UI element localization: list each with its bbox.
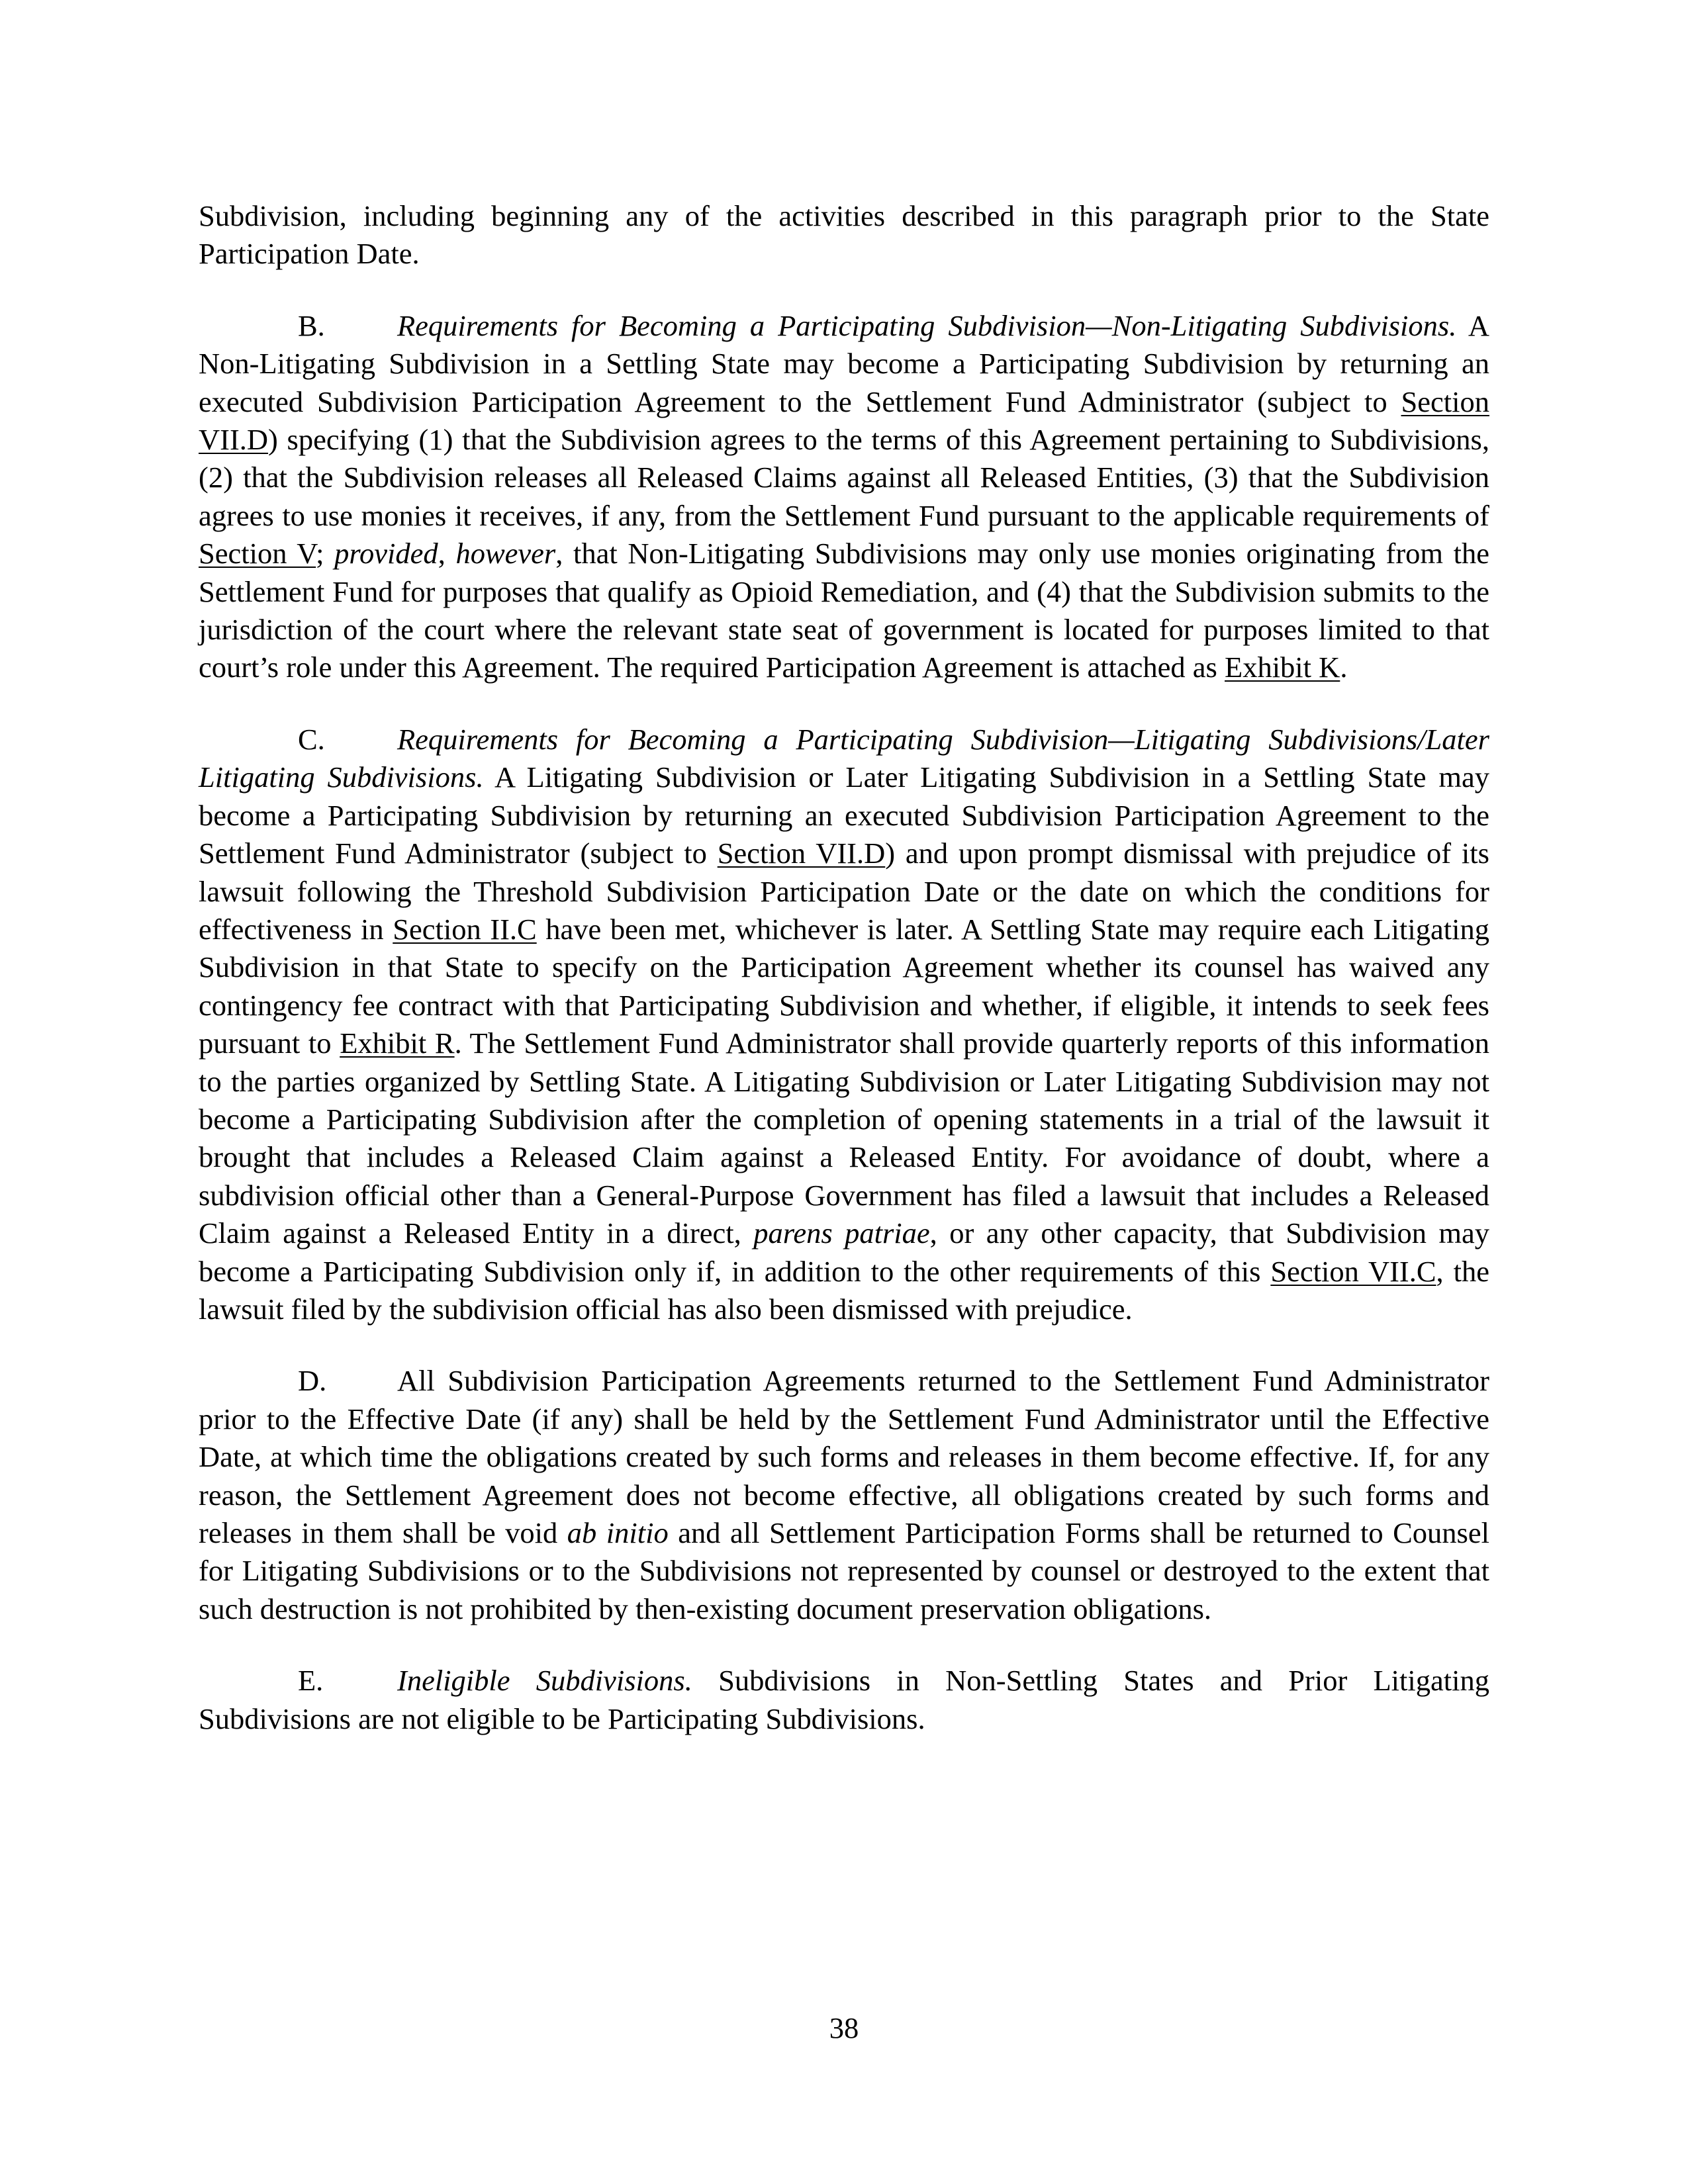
italic-term: parens patriae <box>753 1216 930 1250</box>
section-reference-link[interactable]: Section VII.C <box>1270 1254 1436 1288</box>
paragraph-d <box>199 1362 1489 1628</box>
page-number: 38 <box>829 2011 859 2044</box>
paragraph-text: Subdivision, including beginning any of the activities described in this paragraph prior to the State Participation Date. <box>199 199 1489 271</box>
paragraph-heading: Requirements for Becoming a Participating Subdivision—Litigating Subdivisions/Later Litigating Subdivisions <box>199 722 1489 794</box>
paragraph-text: A Litigating Subdivision or Later Litigating Subdivision in a Settling State may become a Participating Subdivision by returning an executed Subdivision Participation Agreement to the Settlement Fund Administrator (subject to <box>199 760 1490 870</box>
paragraph-text: , <box>438 537 456 570</box>
paragraph-text: All Subdivision Participation Agreements returned to the Settlement Fund Administrator prior to the Effective Date (if any) shall be held by the Settlement Fund Administrator until the Effective Date, at which time the obligations created by such forms and releases in them become effective. If, for any reason, the Settlement Agreement does not become effective, all obligations created by such forms and releases in them shall be void <box>199 1364 1489 1549</box>
paragraph-label: E. <box>298 1664 324 1698</box>
paragraph-label: B. <box>298 308 325 342</box>
paragraph-text: , or any other capacity, that Subdivision may become a Participating Subdivision only if, in addition to the other requirements of this <box>199 1216 1490 1288</box>
paragraph-text: . The Settlement Fund Administrator shall provide quarterly reports of this information to the parties organized by Settling State. A Litigating Subdivision or Later Litigating Subdivision may not become a Participating Subdivision after the completion of opening statements in a trial of the lawsuit it brought that includes a Released Claim against a Released Entity. For avoidance of doubt, where a subdivision official other than a General-Purpose Government has filed a lawsuit that includes a Released Claim against a Released Entity in a direct, <box>199 1026 1489 1250</box>
heading-period: . <box>684 1664 692 1698</box>
paragraph-text: ; <box>316 537 335 570</box>
paragraph-text: and all Settlement Participation Forms shall be returned to Counsel for Litigating Subdivisions or to the Subdivisions not represented by counsel or destroyed to the extent that such destruction is not prohibited by then-existing document preservation obligations. <box>199 1516 1489 1625</box>
paragraph-label: D. <box>298 1364 327 1398</box>
paragraph-heading: Ineligible Subdivisions <box>397 1664 685 1698</box>
paragraph-text: . <box>1340 651 1348 684</box>
paragraph-label: C. <box>298 722 325 756</box>
exhibit-reference-link[interactable]: Exhibit K <box>1225 651 1340 684</box>
paragraph-text: have been met, whichever is later. A Settling State may require each Litigating Subdivision in that State to specify on the Participation Agreement whether its counsel has waived any contingency fee contract with that Participating Subdivision and whether, if eligible, it intends to seek fees pursuant to <box>199 912 1489 1060</box>
paragraph-continuation <box>199 197 1489 273</box>
paragraph-c <box>199 721 1489 1329</box>
paragraph-text: , that Non-Litigating Subdivisions may only use monies originating from the Settlement Fund for purposes that qualify as Opioid Remediation, and (4) that the Subdivision submits to the jurisdiction of the court where the relevant state seat of government is located for purposes limited to that court’s role under this Agreement. The required Participation Agreement is attached as <box>199 537 1489 684</box>
paragraph-e <box>199 1662 1489 1738</box>
paragraph-text: Subdivisions in Non-Settling States and Prior Litigating Subdivisions are not eligible to be Participating Subdivisions. <box>199 1664 1489 1735</box>
heading-period: . <box>1449 308 1457 342</box>
section-reference-link[interactable]: Section II.C <box>393 912 537 946</box>
exhibit-reference-link[interactable]: Exhibit R <box>340 1026 455 1060</box>
paragraph-text: A Non-Litigating Subdivision in a Settling State may become a Participating Subdivision by returning an executed Subdivision Participation Agreement to the Settlement Fund Administrator (subject to <box>199 308 1489 418</box>
paragraph-text: , the lawsuit filed by the subdivision official has also been dismissed with prejudice. <box>199 1254 1489 1326</box>
document-body <box>199 197 1489 1772</box>
italic-term: ab initio <box>567 1516 669 1549</box>
paragraph-b <box>199 307 1489 687</box>
section-reference-link[interactable]: Section V <box>199 537 316 570</box>
section-reference-link[interactable]: Section VII.D <box>199 385 1489 457</box>
section-reference-link[interactable]: Section VII.D <box>717 837 886 870</box>
italic-term: however <box>455 537 556 570</box>
heading-period: . <box>476 760 484 794</box>
italic-term: provided <box>334 537 438 570</box>
paragraph-text: ) and upon prompt dismissal with prejudice of its lawsuit following the Threshold Subdivision Participation Date or the date on which the conditions for effectiveness in <box>199 837 1489 946</box>
paragraph-heading: Requirements for Becoming a Participating Subdivision—Non-Litigating Subdivisions <box>397 308 1450 342</box>
paragraph-text: ) specifying (1) that the Subdivision agrees to the terms of this Agreement pertaining to Subdivisions, (2) that the Subdivision releases all Released Claims against all Released Entities, (3) that the Subdivision agrees to use monies it receives, if any, from the Settlement Fund pursuant to the applicable requirements of <box>199 423 1489 532</box>
